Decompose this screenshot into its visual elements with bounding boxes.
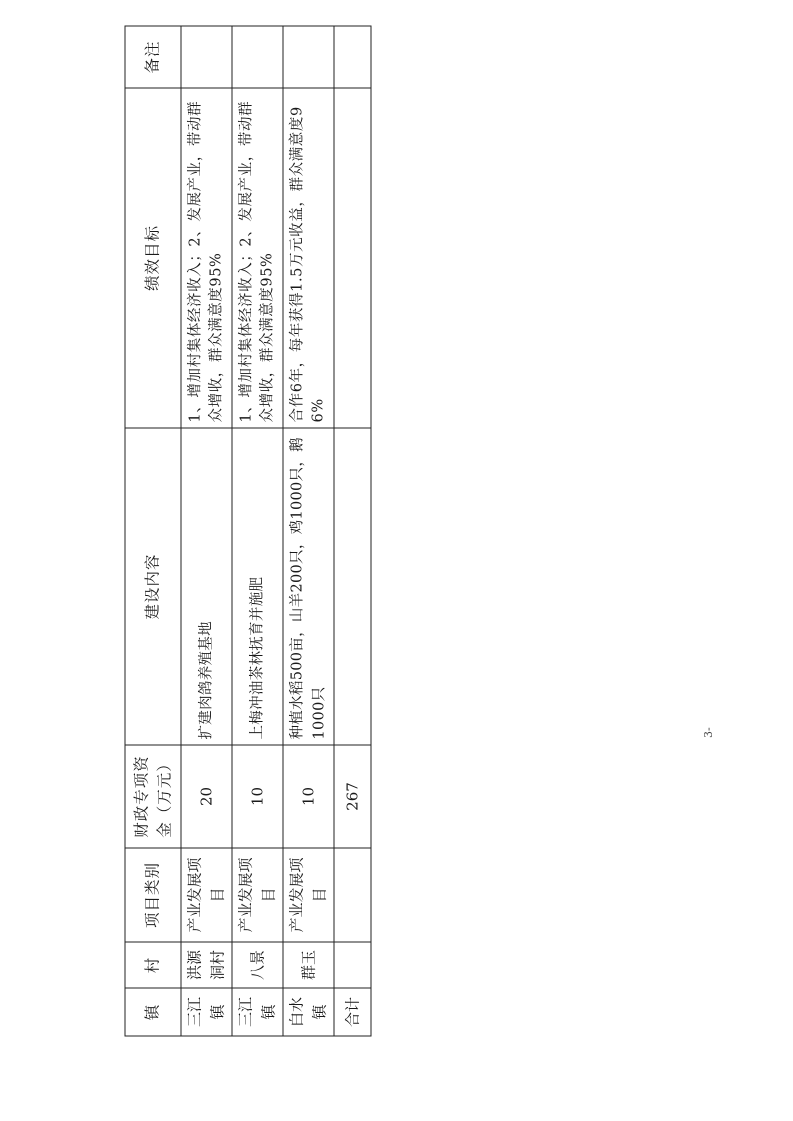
cell-funds: 10 <box>283 745 334 848</box>
header-remarks: 备注 <box>125 26 181 88</box>
total-empty-content <box>334 428 371 745</box>
header-content: 建设内容 <box>125 428 181 745</box>
total-empty-performance <box>334 88 371 428</box>
cell-performance: 合作6年，每年获得1.5万元收益，群众满意度96% <box>283 88 334 428</box>
cell-village: 八景 <box>232 942 283 988</box>
table-row <box>232 26 283 1036</box>
table-row <box>283 26 334 1036</box>
rotated-table-wrapper <box>125 27 362 1037</box>
page-number: 3- <box>702 727 715 738</box>
cell-town: 三江镇 <box>181 988 232 1036</box>
cell-remarks <box>181 26 232 88</box>
total-label: 合计 <box>334 988 371 1036</box>
cell-content: 上梅冲油茶林抚育并施肥 <box>232 428 283 745</box>
cell-performance: 1、增加村集体经济收入；2、发展产业，带动群众增收，群众满意度95% <box>232 88 283 428</box>
header-town: 镇 <box>125 988 181 1036</box>
cell-funds: 10 <box>232 745 283 848</box>
cell-category: 产业发展项目 <box>283 848 334 942</box>
total-funds: 267 <box>334 745 371 848</box>
cell-village: 洪源洞村 <box>181 942 232 988</box>
total-empty-remarks <box>334 26 371 88</box>
cell-content: 种植水稻500亩，山羊200只，鸡1000只，鹅1000只 <box>283 428 334 745</box>
table-header-row <box>125 26 181 1036</box>
table-row <box>181 26 232 1036</box>
table-total-row <box>334 26 371 1036</box>
cell-category: 产业发展项目 <box>232 848 283 942</box>
total-empty-village <box>334 942 371 988</box>
header-village: 村 <box>125 942 181 988</box>
header-performance: 绩效目标 <box>125 88 181 428</box>
total-empty-category <box>334 848 371 942</box>
header-category: 项目类别 <box>125 848 181 942</box>
cell-town: 白水镇 <box>283 988 334 1036</box>
cell-remarks <box>283 26 334 88</box>
project-table <box>125 26 372 1037</box>
cell-funds: 20 <box>181 745 232 848</box>
cell-content: 扩建肉鸽养殖基地 <box>181 428 232 745</box>
cell-town: 三江镇 <box>232 988 283 1036</box>
cell-performance: 1、增加村集体经济收入；2、发展产业，带动群众增收，群众满意度95% <box>181 88 232 428</box>
cell-village: 群玉 <box>283 942 334 988</box>
header-funds: 财政专项资金（万元） <box>125 745 181 848</box>
cell-category: 产业发展项目 <box>181 848 232 942</box>
cell-remarks <box>232 26 283 88</box>
